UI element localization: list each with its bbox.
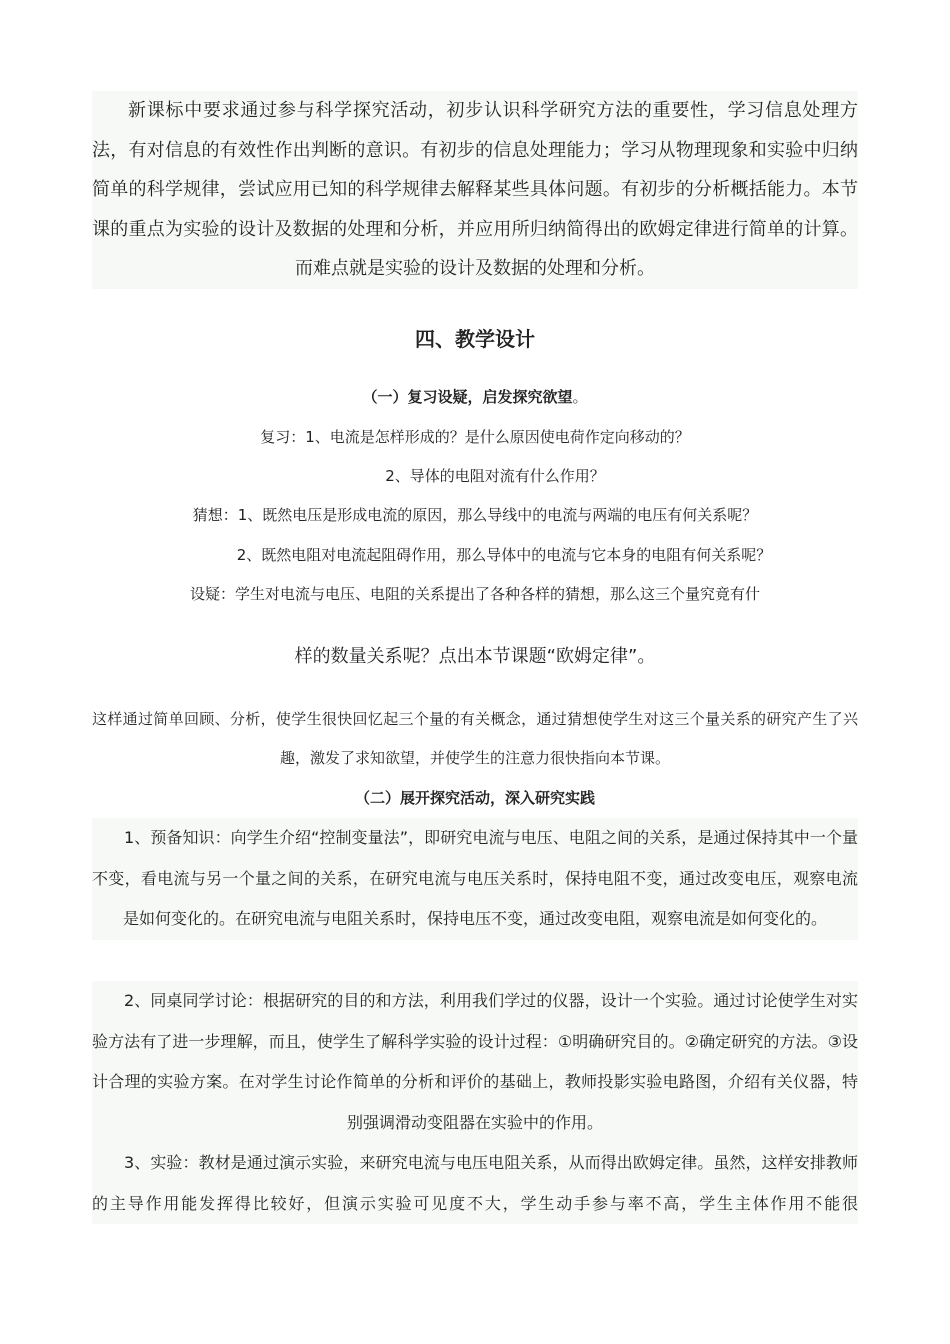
question-line-1: 设疑：学生对电流与电压、电阻的关系提出了各种各样的猜想，那么这三个量究竟有什 [189,585,760,603]
summary-paragraph: 这样通过简单回顾、分析，使学生很快回忆起三个量的有关概念，通过猜想使学生对这三个量关系的研究产生了兴趣，激发了求知欲望，并使学生的注意力很快指向本节课。 [92,710,858,767]
part1-heading-text: （一）复习设疑，启发探究欲望 [362,388,573,406]
guess-line-2: 2、既然电阻对电流起阻碍作用，那么导体中的电流与它本身的电阻有何关系呢？ [236,546,772,564]
item2-block [92,981,858,1143]
review-line-1: 复习：1、电流是怎样形成的？是什么原因使电荷作定向移动的？ [260,428,690,446]
intro-paragraph: 新课标中要求通过参与科学探究活动，初步认识科学研究方法的重要性，学习信息处理方法，有对信息的有效性作出判断的意识。有初步的信息处理能力；学习从物理现象和实验中归纳简单的科学规律，尝试应用已知的科学规律去解释某些具体问题。有初步的分析概括能力。本节课的重点为实验的设计及数据的处理和分析，并应用所归纳简得出的欧姆定律进行简单的计算。而难点就是实验的设计及数据的处理和分析。 [92,100,858,279]
section-title: 四、教学设计 [415,327,535,351]
item3-block [92,1143,858,1224]
question-line-2: 样的数量关系呢？点出本节课题“欧姆定律”。 [294,646,656,667]
summary-block [92,700,858,778]
part1-heading-end: 。 [572,388,588,406]
item3-paragraph: 3、实验：教材是通过演示实验，来研究电流与电压电阻关系，从而得出欧姆定律。虽然，这样安排教师的主导作用能发挥得比较好，但演示实验可见度不大，学生动手参与率不高，学生主体作用不能很 [92,1153,858,1213]
intro-paragraph-block [92,91,858,289]
item1-paragraph: 1、预备知识：向学生介绍“控制变量法”，即研究电流与电压、电阻之间的关系，是通过保持其中一个量不变，看电流与另一个量之间的关系，在研究电流与电压关系时，保持电阻不变，通过改变电压，观察电流是如何变化的。在研究电流与电阻关系时，保持电压不变，通过改变电阻，观察电流是如何变化的。 [92,828,858,928]
part2-heading: （二）展开探究活动，深入研究实践 [354,789,595,807]
guess-line-1: 猜想：1、既然电压是形成电流的原因，那么导线中的电流与两端的电压有何关系呢？ [192,506,758,524]
review-line-2: 2、导体的电阻对流有什么作用？ [385,467,605,485]
item1-block [92,818,858,940]
item2-paragraph: 2、同桌同学讨论：根据研究的目的和方法，利用我们学过的仪器，设计一个实验。通过讨论使学生对实验方法有了进一步理解，而且，使学生了解科学实验的设计过程：①明确研究目的。②确定研究的方法。③设计合理的实验方案。在对学生讨论作简单的分析和评价的基础上，教师投影实验电路图，介绍有关仪器，特别强调滑动变阻器在实验中的作用。 [92,991,858,1132]
part1-heading [92,378,858,417]
